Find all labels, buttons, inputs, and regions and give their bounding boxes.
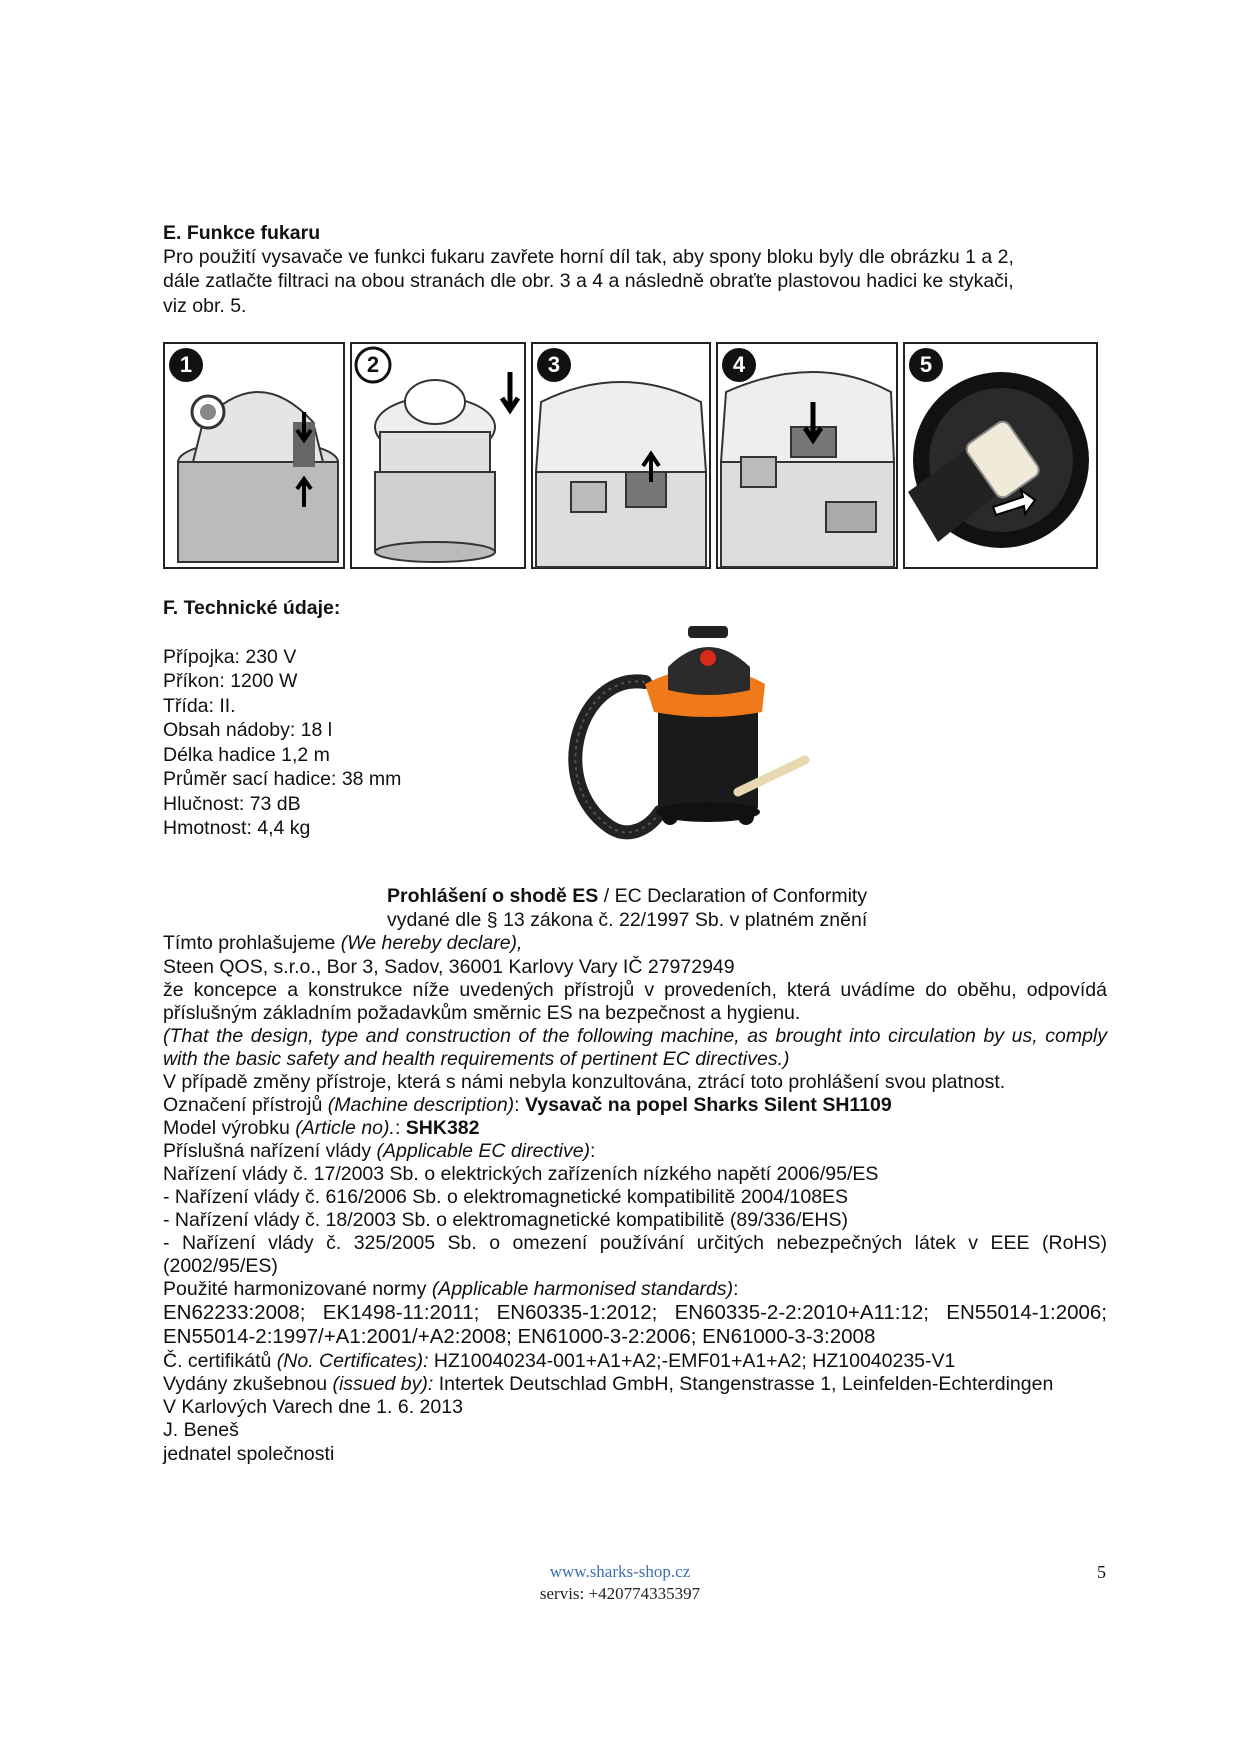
spec-capacity: Obsah nádoby: 18 l bbox=[163, 719, 333, 741]
regs-colon: : bbox=[590, 1140, 596, 1162]
regs-label-en: (Applicable EC directive) bbox=[376, 1140, 591, 1162]
ash-vacuum-product-image bbox=[550, 612, 850, 847]
concept-en-line-1: (That the design, type and construction of the following machine, as brought into circulation by us, comply bbox=[163, 1025, 1107, 1047]
regulation-4-code: (2002/95/ES) bbox=[163, 1255, 278, 1277]
spec-hose-length: Délka hadice 1,2 m bbox=[163, 744, 330, 766]
step-1-number: 1 bbox=[179, 352, 193, 377]
standards-line-2: EN55014-2:1997/+A1:2001/+A2:2008; EN61000-3-2:2006; EN61000-3-3:2008 bbox=[163, 1325, 876, 1348]
model-colon: : bbox=[394, 1117, 406, 1139]
declaration-heading-cz: Prohlášení o shodě ES bbox=[387, 885, 599, 907]
std-label: Použité harmonizované normy bbox=[163, 1278, 432, 1300]
company-line: Steen QOS, s.r.o., Bor 3, Sadov, 36001 Karlovy Vary IČ 27972949 bbox=[163, 956, 735, 978]
standards-label-line bbox=[163, 1277, 739, 1301]
cert-label: Č. certifikátů bbox=[163, 1350, 277, 1372]
regulations-label-line bbox=[163, 1139, 595, 1163]
std-colon: : bbox=[733, 1278, 739, 1300]
regulation-3: - Nařízení vlády č. 18/2003 Sb. o elektromagnetické kompatibilitě (89/336/EHS) bbox=[163, 1209, 849, 1231]
declaration-subheading: vydané dle § 13 zákona č. 22/1997 Sb. v platném znění bbox=[387, 909, 868, 931]
declaration-heading-en: / EC Declaration of Conformity bbox=[598, 885, 868, 907]
std-label-en: (Applicable harmonised standards) bbox=[431, 1278, 734, 1300]
section-e-title: E. Funkce fukaru bbox=[163, 222, 321, 244]
model-value: SHK382 bbox=[405, 1117, 480, 1139]
issued-value: Intertek Deutschlad GmbH, Stangenstrasse 1, Leinfelden-Echterdingen bbox=[433, 1373, 1054, 1395]
step-2-number: 2 bbox=[366, 352, 380, 377]
footer-website-link[interactable]: www.sharks-shop.cz bbox=[549, 1562, 691, 1581]
declaration-heading bbox=[387, 884, 867, 908]
cert-value: HZ10040234-001+A1+A2;-EMF01+A1+A2; HZ10040235-V1 bbox=[428, 1350, 956, 1372]
declare-line bbox=[163, 931, 522, 955]
declare-en: (We hereby declare), bbox=[340, 932, 523, 954]
certificates-line bbox=[163, 1349, 955, 1373]
figure-step-2 bbox=[350, 342, 526, 569]
concept-en-line-2: with the basic safety and health requirements of pertinent EC directives.) bbox=[163, 1048, 790, 1070]
model-label: Model výrobku bbox=[163, 1117, 296, 1139]
machine-description-line bbox=[163, 1093, 892, 1117]
section-e-line-1: Pro použití vysavače ve funkci fukaru zavřete horní díl tak, aby spony bloku byly dle obrázku 1 a 2, bbox=[163, 246, 1014, 268]
spec-power: Příkon: 1200 W bbox=[163, 670, 298, 692]
section-e-line-2: dále zatlačte filtraci na obou stranách dle obr. 3 a 4 a následně obraťte plastovou hadici ke stykači, bbox=[163, 270, 1014, 292]
step-5-number: 5 bbox=[919, 352, 933, 377]
figure-step-1 bbox=[163, 342, 345, 569]
spec-class: Třída: II. bbox=[163, 695, 236, 717]
spec-weight: Hmotnost: 4,4 kg bbox=[163, 817, 311, 839]
figure-step-5 bbox=[903, 342, 1098, 569]
regulation-4: - Nařízení vlády č. 325/2005 Sb. o omezení používání určitých nebezpečných látek v EEE (RoHS) bbox=[163, 1232, 1107, 1254]
change-note: V případě změny přístroje, která s námi nebyla konzultována, ztrácí toto prohlášení svou platnost. bbox=[163, 1071, 1006, 1093]
regulation-2: - Nařízení vlády č. 616/2006 Sb. o elektromagnetické kompatibilitě 2004/108ES bbox=[163, 1186, 849, 1208]
regs-label: Příslušná nařízení vlády bbox=[163, 1140, 377, 1162]
issued-label-en: (issued by): bbox=[332, 1373, 434, 1395]
issued-label: Vydány zkušebnou bbox=[163, 1373, 333, 1395]
footer-service-phone: servis: +420774335397 bbox=[539, 1584, 701, 1603]
model-label-en: (Article no). bbox=[295, 1117, 395, 1139]
concept-line-2: příslušným základním požadavkům směrnic ES na bezpečnost a hygienu. bbox=[163, 1002, 801, 1024]
figure-step-4 bbox=[716, 342, 898, 569]
model-line bbox=[163, 1116, 480, 1140]
step-4-number: 4 bbox=[732, 352, 746, 377]
figure-step-3 bbox=[531, 342, 711, 569]
section-f-title: F. Technické údaje: bbox=[163, 597, 341, 619]
regulation-1: Nařízení vlády č. 17/2003 Sb. o elektrických zařízeních nízkého napětí 2006/95/ES bbox=[163, 1163, 879, 1185]
machine-label: Označení přístrojů bbox=[163, 1094, 328, 1116]
cert-label-en: (No. Certificates): bbox=[276, 1350, 429, 1372]
standards-line-1: EN62233:2008; EK1498-11:2011; EN60335-1:2012; EN60335-2-2:2010+A11:12; EN55014-1:2006; bbox=[163, 1301, 1107, 1324]
spec-noise: Hlučnost: 73 dB bbox=[163, 793, 301, 815]
spec-hose-diameter: Průměr sací hadice: 38 mm bbox=[163, 768, 402, 790]
machine-colon: : bbox=[514, 1094, 526, 1116]
spec-connection: Přípojka: 230 V bbox=[163, 646, 297, 668]
blower-steps-figure bbox=[163, 342, 1098, 569]
machine-label-en: (Machine description) bbox=[327, 1094, 515, 1116]
step-3-number: 3 bbox=[547, 352, 561, 377]
declare-cz: Tímto prohlašujeme bbox=[163, 932, 341, 954]
machine-value: Vysavač na popel Sharks Silent SH1109 bbox=[525, 1094, 892, 1116]
section-e-line-3: viz obr. 5. bbox=[163, 295, 247, 317]
signer-name: J. Beneš bbox=[163, 1419, 239, 1441]
place-date: V Karlových Varech dne 1. 6. 2013 bbox=[163, 1396, 463, 1418]
concept-line-1: že koncepce a konstrukce níže uvedených přístrojů v provedeních, která uvádíme do oběhu, odpovídá bbox=[163, 979, 1107, 1001]
page-number: 5 bbox=[1097, 1562, 1106, 1582]
signer-role: jednatel společnosti bbox=[163, 1443, 335, 1465]
issued-by-line bbox=[163, 1372, 1053, 1396]
